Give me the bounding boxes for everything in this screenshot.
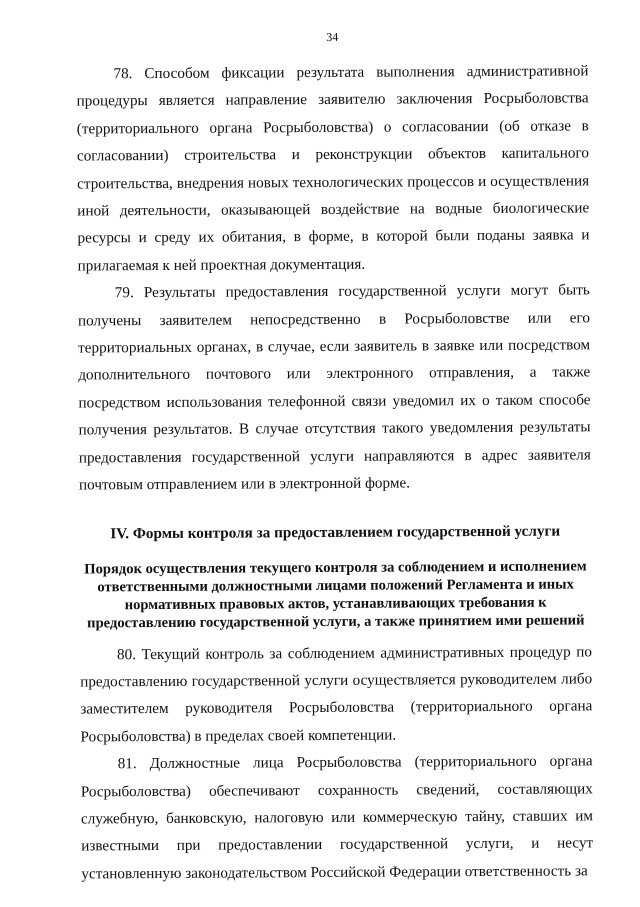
paragraph-80: 80. Текущий контроль за соблюдением административных процедур по предоставлению государственной услуги осуществляется руководителем либо заместителем руководителя Росрыболовства (территориального органа Росрыболовства) в пределах своей компетенции. [80, 642, 593, 746]
sub-heading: Порядок осуществления текущего контроля за соблюдением и исполнением ответственными должностными лицами положений Регламента и иных нормативных правовых актов, устанавливающих требования к предоставлению государственной услуги, а также принятием ими решений [84, 557, 587, 631]
page-number: 34 [326, 29, 339, 44]
section-heading: IV. Формы контроля за предоставлением государственной услуги [110, 522, 561, 542]
paragraph-79: 79. Результаты предоставления государственной услуги могут быть получены заявителем непосредственно в Росрыболовстве или его территориальных органах, в случае, если заявитель в заявке или посредством дополнительного почтового или электронного отправления, а также посредством использования телефонной связи уведомил их о таком способе получения результатов. В случае отсутствия такого уведомления результаты предоставления государственной услуги направляются в адрес заявителя почтовым отправлением или в электронной форме. [77, 281, 591, 494]
paragraph-81: 81. Должностные лица Росрыболовства (территориального органа Росрыболовства) обеспечивают сохранность сведений, составляющих служебную, банковскую, налоговую или коммерческую тайну, ставших им известными при предоставлении государственной услуги, и несут установленную законодательством Российской Федерации ответственность за [80, 752, 594, 883]
paragraph-78: 78. Способом фиксации результата выполнения административной процедуры является направление заявителю заключения Росрыболовства (территориального органа Росрыболовства) о согласовании (об отказе в согласовании) строительства и реконструкции объектов капитального строительства, внедрения новых технологических процессов и осуществления иной деятельности, оказывающей воздействие на водные биологические ресурсы и среду их обитания, в форме, в которой были поданы заявка и прилагаемая к ней проектная документация. [76, 62, 590, 275]
